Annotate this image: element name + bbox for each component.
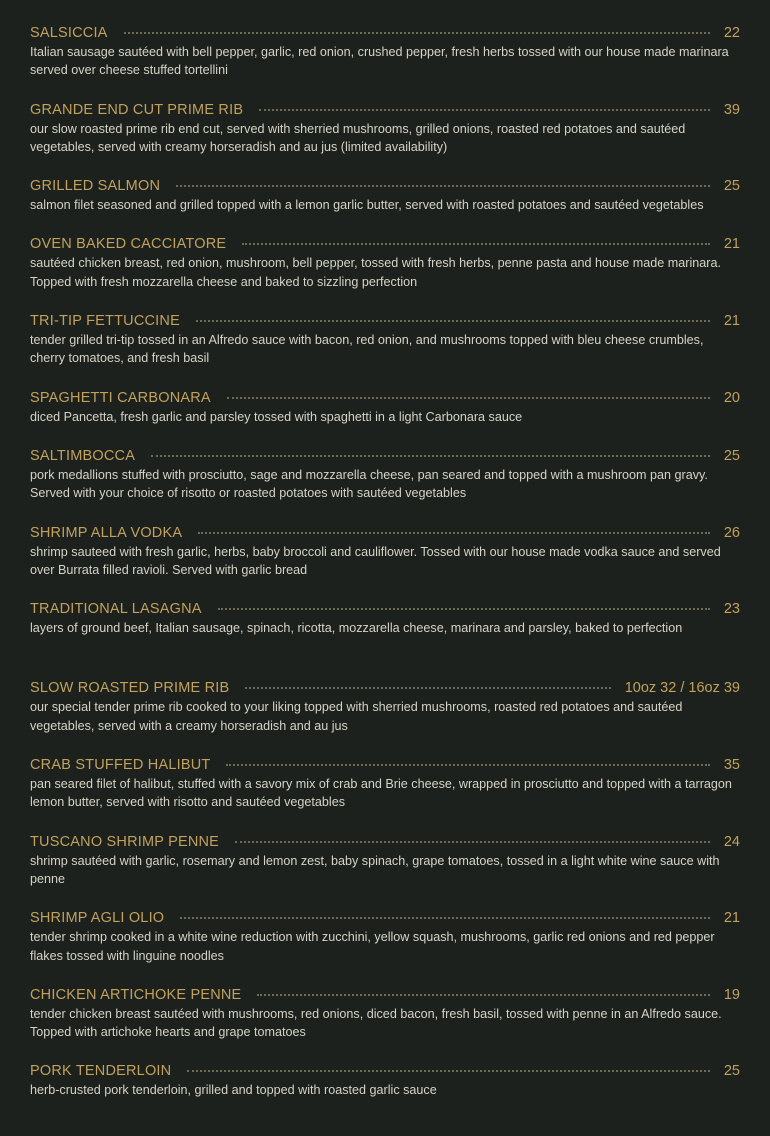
menu-item-price: 21	[723, 313, 740, 330]
menu-item-header	[30, 177, 740, 195]
menu-item-header	[30, 833, 740, 851]
menu-item-pork-tenderloin	[30, 1062, 740, 1099]
menu-item-price: 25	[723, 447, 740, 464]
menu-item-description: pork medallions stuffed with prosciutto, sage and mozzarella cheese, pan seared and topped with a mushroom pan gravy. Served with your choice of risotto or roasted potatoes with sautéed vegetables	[30, 467, 708, 501]
menu-item-price: 21	[723, 910, 740, 927]
menu-item-header	[30, 679, 740, 697]
menu-item-name: GRILLED SALMON	[30, 178, 161, 195]
menu-item-description: herb-crusted pork tenderloin, grilled and topped with roasted garlic sauce	[30, 1083, 437, 1098]
menu-item-name: OVEN BAKED CACCIATORE	[30, 236, 227, 253]
menu-item-description: tender shrimp cooked in a white wine reduction with zucchini, yellow squash, mushrooms, garlic red onions and red pepper flakes tossed with linguine noodles	[30, 930, 715, 963]
dot-leader	[196, 319, 710, 322]
menu-item-shrimp-agli-olio	[30, 909, 740, 965]
menu-item-price: 22	[723, 25, 740, 41]
dot-leader	[259, 108, 710, 111]
menu-item-name: SPAGHETTI CARBONARA	[30, 389, 211, 406]
menu-item-description: Italian sausage sautéed with bell pepper, garlic, red onion, crushed pepper, fresh herbs tossed with our house made marinara served over cheese stuffed tortellini	[30, 45, 729, 78]
menu-item-price: 39	[723, 101, 740, 118]
dot-leader	[151, 454, 710, 457]
menu-item-name: SHRIMP AGLI OLIO	[30, 910, 165, 927]
menu-item-salsiccia	[30, 24, 740, 80]
menu-item-name: SLOW ROASTED PRIME RIB	[30, 680, 230, 697]
menu-item-chicken-artichoke-penne	[30, 986, 740, 1042]
menu-item-description: tender grilled tri-tip tossed in an Alfredo sauce with bacon, red onion, and mushrooms topped with bleu cheese crumbles, cherry tomatoes, and fresh basil	[30, 333, 704, 366]
menu-item-header	[30, 24, 740, 42]
menu-item-grilled-salmon	[30, 177, 740, 214]
dot-leader	[235, 840, 710, 843]
dot-leader	[124, 31, 710, 34]
menu-item-name: CHICKEN ARTICHOKE PENNE	[30, 986, 242, 1003]
menu-item-header	[30, 447, 740, 465]
dot-leader	[257, 993, 709, 996]
dot-leader	[176, 184, 710, 187]
menu-item-description: diced Pancetta, fresh garlic and parsley tossed with spaghetti in a light Carbonara sauce	[30, 409, 523, 424]
menu-item-name: SHRIMP ALLA VODKA	[30, 524, 183, 541]
menu-item-description: tender chicken breast sautéed with mushrooms, red onions, diced bacon, fresh basil, tossed with penne in an Alfredo sauce. Topped with artichoke hearts and grape tomatoes	[30, 1006, 722, 1040]
menu-item-price: 23	[723, 601, 740, 618]
menu-item-price: 26	[723, 524, 740, 541]
menu-item-name: SALSICCIA	[30, 25, 108, 41]
menu-item-description: our slow roasted prime rib end cut, served with sherried mushrooms, grilled onions, roasted red potatoes and sautéed vegetables, served with creamy horseradish and au jus (limited availability)	[30, 121, 686, 154]
dot-leader	[226, 763, 709, 766]
menu-item-traditional-lasagna	[30, 600, 740, 637]
menu-item-price: 19	[723, 986, 740, 1003]
menu-item-description: shrimp sautéed with garlic, rosemary and lemon zest, baby spinach, grape tomatoes, tossed in a light white wine sauce with penne	[30, 853, 720, 886]
menu-item-description: sautéed chicken breast, red onion, mushroom, bell pepper, tossed with fresh herbs, penne pasta and house made marinara. Topped with fresh mozzarella cheese and baked to sizzling perfection	[30, 256, 721, 289]
dot-leader	[180, 916, 710, 919]
menu-item-header	[30, 986, 740, 1004]
menu-item-price: 24	[723, 833, 740, 850]
menu-item-name: PORK TENDERLOIN	[30, 1063, 172, 1080]
menu-item-header	[30, 909, 740, 927]
menu-item-slow-roasted-prime-rib	[30, 679, 740, 735]
menu-item-description: shrimp sauteed with fresh garlic, herbs, baby broccoli and cauliflower. Tossed with our house made vodka sauce and served over Burrata filled ravioli. Served with garlic bread	[30, 544, 721, 577]
menu-item-shrimp-alla-vodka	[30, 524, 740, 580]
dot-leader	[245, 686, 610, 689]
menu-item-tri-tip-fettuccine	[30, 312, 740, 368]
menu-item-description: salmon filet seasoned and grilled topped with a lemon garlic butter, served with roasted potatoes and sautéed vegetables	[30, 198, 704, 213]
menu-item-spaghetti-carbonara	[30, 389, 740, 426]
menu-item-header	[30, 600, 740, 618]
menu-item-price: 21	[723, 236, 740, 253]
menu-item-header	[30, 235, 740, 253]
menu-item-crab-stuffed-halibut	[30, 756, 740, 812]
menu-item-name: SALTIMBOCCA	[30, 447, 136, 464]
menu-item-price: 20	[723, 389, 740, 406]
menu-item-price: 10oz 32 / 16oz 39	[624, 680, 740, 697]
menu-item-header	[30, 389, 740, 407]
dot-leader	[242, 242, 710, 245]
menu-item-header	[30, 1062, 740, 1080]
menu-item-name: TRI-TIP FETTUCCINE	[30, 313, 180, 330]
menu-item-tuscano-shrimp-penne	[30, 833, 740, 889]
menu-item-price: 25	[723, 178, 740, 195]
menu-item-price: 25	[723, 1063, 740, 1080]
menu-item-name: TRADITIONAL LASAGNA	[30, 601, 202, 618]
dot-leader	[198, 531, 710, 534]
menu-item-name: CRAB STUFFED HALIBUT	[30, 757, 211, 774]
menu-item-description: layers of ground beef, Italian sausage, spinach, ricotta, mozzarella cheese, marinara and parsley, baked to perfection	[30, 621, 683, 636]
dot-leader	[227, 396, 710, 399]
dot-leader	[187, 1069, 710, 1072]
menu-item-oven-baked-cacciatore	[30, 235, 740, 291]
menu-item-header	[30, 524, 740, 542]
dot-leader	[218, 607, 710, 610]
menu-item-header	[30, 756, 740, 774]
menu-item-description: our special tender prime rib cooked to your liking topped with sherried mushrooms, roasted red potatoes and sautéed vegetables, served with a creamy horseradish and au jus	[30, 700, 683, 733]
menu-item-description: pan seared filet of halibut, stuffed with a savory mix of crab and Brie cheese, wrapped in prosciutto and topped with a tarragon lemon butter, served with risotto and sautéed vegetables	[30, 777, 732, 810]
menu-item-name: GRANDE END CUT PRIME RIB	[30, 101, 244, 118]
menu-item-header	[30, 101, 740, 119]
menu-item-grande-end-cut-prime-rib	[30, 101, 740, 157]
menu-item-saltimbocca	[30, 447, 740, 503]
menu-item-price: 35	[723, 757, 740, 774]
menu-item-header	[30, 312, 740, 330]
menu	[30, 24, 740, 1100]
menu-item-name: TUSCANO SHRIMP PENNE	[30, 833, 220, 850]
